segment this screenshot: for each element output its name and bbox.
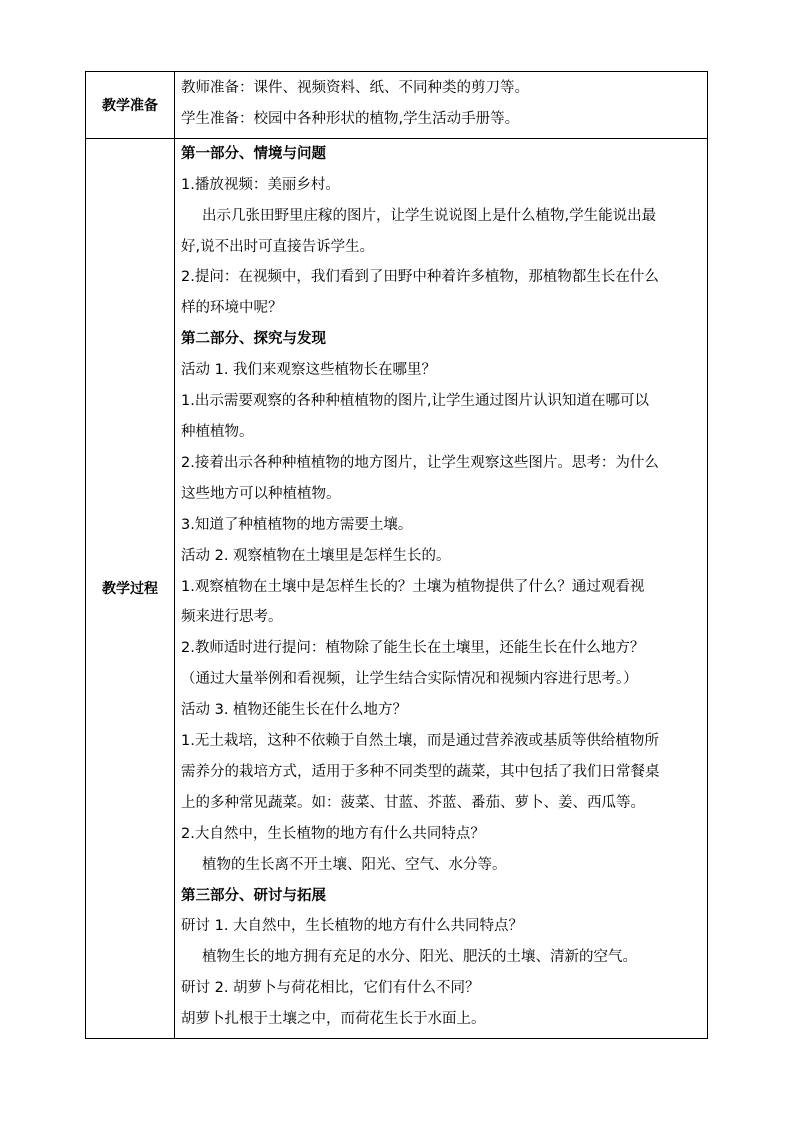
preparation-line: 教师准备：课件、视频资料、纸、不同种类的剪刀等。 [181,80,529,96]
process-line: 样的环境中呢？ [181,300,283,317]
process-line: 出示几张田野里庄稼的图片，让学生说说图上是什么植物,学生能说出最 [202,207,657,224]
process-line: 植物的生长离不开土壤、阳光、空气、水分等。 [202,856,507,873]
process-line: 上的多种常见蔬菜。如：菠菜、甘蓝、芥蓝、番茄、萝卜、姜、西瓜等。 [181,794,645,811]
process-row [86,138,708,1038]
lesson-plan-table [85,71,708,1039]
process-line: 2.教师适时进行提问：植物除了能生长在土壤里，还能生长在什么地方？ [181,640,645,657]
process-line: 2.提问：在视频中，我们看到了田野中种着许多植物，那植物都生长在什么 [181,269,659,286]
process-line: 1.出示需要观察的各种种植植物的图片,让学生通过图片认识知道在哪可以 [181,393,649,410]
process-line: 活动 2. 观察植物在土壤里是怎样生长的。 [181,547,451,564]
process-line: 1.无土栽培，这种不依赖于自然土壤，而是通过营养液或基质等供给植物所 [181,733,659,750]
process-line: 植物生长的地方拥有充足的水分、阳光、肥沃的土壤、清新的空气。 [202,949,637,966]
process-line: 好,说不出时可直接告诉学生。 [181,238,375,255]
process-line: 2.接着出示各种种植植物的地方图片，让学生观察这些图片。思考：为什么 [181,454,659,471]
process-line: 研讨 1. 大自然中，生长植物的地方有什么共同特点？ [181,918,524,935]
process-line: 2.大自然中，生长植物的地方有什么共同特点？ [181,825,485,842]
preparation-content [175,72,708,139]
process-content [175,138,708,1038]
process-line: 胡萝卜扎根于土壤之中，而荷花生长于水面上。 [181,1011,486,1028]
section-heading: 第三部分、研讨与拓展 [181,887,326,904]
preparation-row [86,72,708,139]
section-heading: 第一部分、情境与问题 [181,145,326,162]
preparation-label: 教学准备 [86,72,175,139]
process-line: 种植植物。 [181,423,254,440]
process-line: （通过大量举例和看视频，让学生结合实际情况和视频内容进行思考。） [181,671,638,688]
process-label: 教学过程 [86,138,175,1038]
process-line: 活动 3. 植物还能生长在什么地方？ [181,702,408,719]
section-heading: 第二部分、探究与发现 [181,331,326,348]
process-line: 1.播放视频：美丽乡村。 [181,176,340,193]
process-line: 研讨 2. 胡萝卜与荷花相比，它们有什么不同？ [181,980,480,997]
process-line: 1.观察植物在土壤中是怎样生长的？土壤为植物提供了什么？通过观看视 [181,578,645,595]
process-line: 活动 1. 我们来观察这些植物长在哪里？ [181,362,437,379]
process-line: 频来进行思考。 [181,609,283,626]
process-line: 这些地方可以种植植物。 [181,485,341,502]
process-line: 3.知道了种植植物的地方需要土壤。 [181,516,413,533]
preparation-line: 学生准备：校园中各种形状的植物,学生活动手册等。 [181,110,520,127]
process-line: 需养分的栽培方式，适用于多种不同类型的蔬菜，其中包括了我们日常餐桌 [181,763,660,780]
